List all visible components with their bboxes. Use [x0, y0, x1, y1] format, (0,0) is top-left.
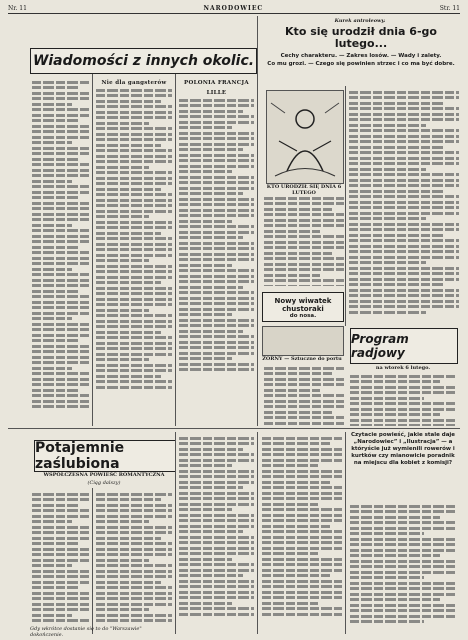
article-headline-box — [30, 48, 257, 74]
column-divider — [92, 488, 93, 634]
illustration-caption: KTO URODZIŁ SIĘ DNIA 6 LUTEGO — [266, 184, 342, 196]
comic-caption: ŻORNY — Sztuczne do portu — [262, 356, 342, 362]
section-label: Kurek antroleowy. — [334, 18, 386, 24]
text-column-1 — [32, 78, 89, 424]
serial-column-4 — [262, 434, 342, 634]
zodiac-figure-icon — [267, 91, 343, 183]
serial-title-box — [34, 440, 176, 472]
page-number-right: Str. 11 — [439, 4, 460, 12]
horoscope-title: Kto się urodził dnia 6-go lutego... — [285, 25, 437, 50]
comic-illustration — [262, 326, 344, 356]
column-divider — [345, 86, 346, 326]
column-divider — [257, 432, 258, 634]
horizontal-divider — [8, 428, 460, 429]
serial-column-3 — [179, 434, 254, 634]
text-column-3 — [179, 76, 254, 424]
column-heading: Nie dla gangsterów — [101, 80, 167, 86]
text-column-5 — [349, 88, 459, 324]
horoscope-subtitle-2: Co mu grozi. — Czego się powinien strzec i co ma być dobre. — [267, 61, 455, 67]
text-column-2 — [96, 76, 172, 424]
zodiac-illustration — [266, 90, 344, 184]
text-column-4 — [264, 194, 344, 286]
serial-footnote: Gdy wkrótce dostanie się to do "Warszawie" dokończenie. — [30, 626, 142, 638]
novel-teaser-title: Nowy wiwatek chustoraki — [274, 297, 332, 313]
serial-column-1 — [32, 490, 89, 634]
serial-column-2 — [96, 490, 172, 634]
text-column-7 — [350, 502, 456, 634]
serial-chapter: (Ciąg dalszy) — [87, 480, 121, 486]
text-column-6 — [264, 364, 344, 426]
radio-program-date: na wtorek 6 lutego. — [375, 365, 431, 371]
advertisement: Czytacie powieść, jakie stale daje „Narodowiec” i „Ilustracja” — a któryście już wymienili rowerów i kurtków czy mianowicie poradnik na miejscu dla kobiet z komisji? — [350, 432, 456, 466]
column-divider — [92, 74, 93, 426]
radio-program-box — [350, 328, 458, 364]
column-heading: POLONIA FRANCJA — [184, 80, 249, 86]
column-subheading: LILLE — [206, 90, 227, 96]
radio-schedule — [350, 372, 456, 426]
column-divider — [175, 74, 176, 426]
column-divider — [257, 16, 258, 426]
serial-title: Potajemnie zaślubiona — [35, 440, 125, 472]
horoscope-header — [262, 26, 460, 86]
serial-subtitle: WSPÓŁCZESNA POWIEŚĆ ROMANTYCZNA — [43, 472, 165, 478]
novel-teaser-box — [262, 292, 344, 322]
radio-program-title: Program radjowy — [351, 332, 409, 360]
column-divider — [345, 432, 346, 634]
masthead: NARODOWIEC — [203, 4, 264, 12]
column-divider — [175, 432, 176, 634]
page-number-left: Nr. 11 — [8, 4, 27, 12]
article-headline: Wiadomości z innych okolic. — [32, 53, 255, 69]
horoscope-subtitle: Cechy charakteru. — Zakres losów. — Wady i zalety. — [280, 53, 442, 59]
page-header — [8, 3, 460, 14]
novel-teaser-subtitle: do nosa. — [289, 313, 317, 319]
